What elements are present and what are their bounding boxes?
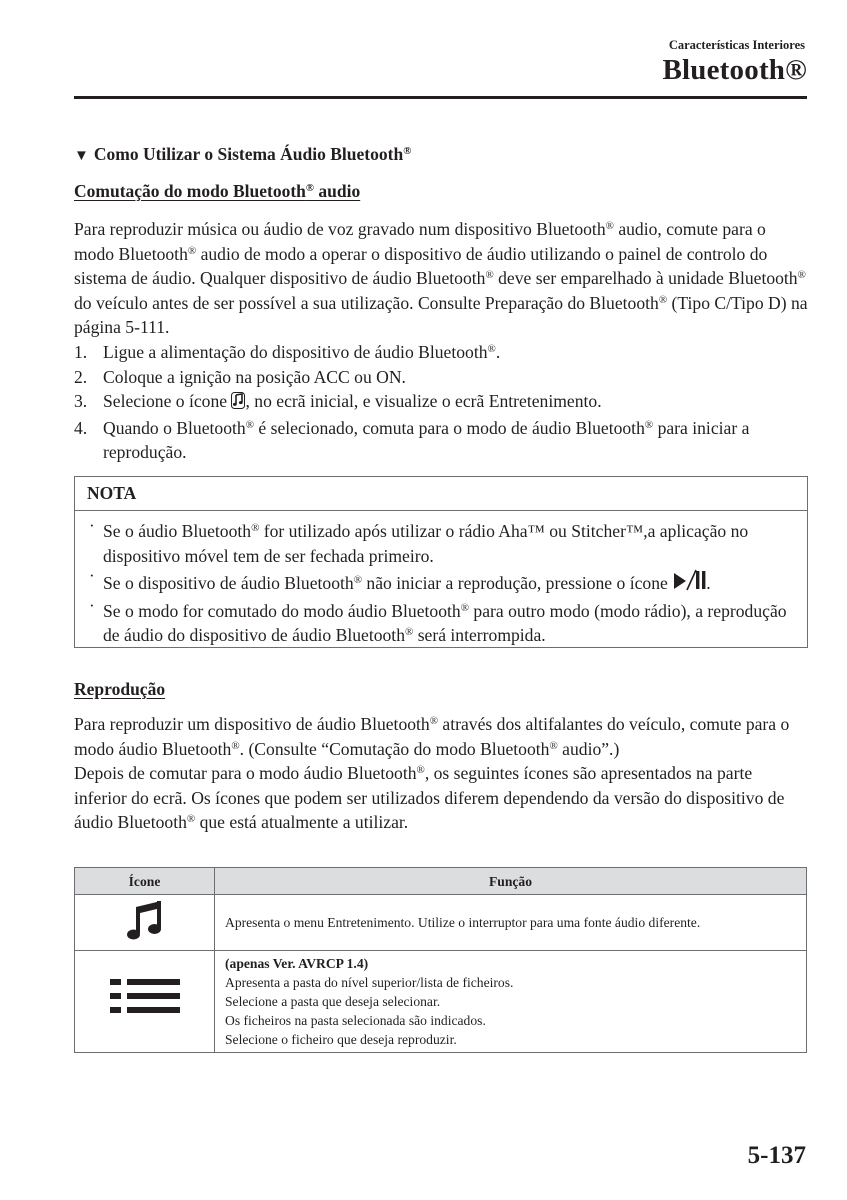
list-icon	[110, 977, 180, 1021]
function-text: Os ficheiros na pasta selecionada são indicados.	[225, 1013, 486, 1028]
registered-mark: ®	[186, 813, 196, 825]
step-text: Quando o Bluetooth	[103, 417, 246, 438]
step-text: , no ecrã inicial, e visualize o ecrã Entretenimento.	[245, 391, 602, 411]
step-text: é selecionado, comuta para o modo de áudio Bluetooth	[254, 417, 645, 438]
registered-mark: ®	[644, 418, 654, 431]
list-item	[74, 416, 808, 465]
note-text: Se o áudio Bluetooth	[103, 521, 252, 541]
function-text: Selecione a pasta que deseja selecionar.	[225, 994, 441, 1009]
registered-mark: ®	[231, 739, 240, 752]
intro-text-5: do veículo antes de ser possível a sua utilização. Consulte Preparação do Bluetooth	[74, 292, 659, 313]
header-section-label: Características Interiores	[668, 38, 805, 52]
bullet-dot: ·	[89, 516, 95, 535]
music-note-icon	[231, 391, 245, 416]
function-text: Apresenta a pasta do nível superior/lista de ficheiros.	[225, 975, 514, 990]
step-text: Ligue a alimentação do dispositivo de áudio Bluetooth	[103, 342, 488, 362]
table-icon-cell	[75, 895, 215, 951]
playback-paragraph	[74, 712, 808, 835]
intro-text-2: audio, comute para o modo Bluetooth	[74, 219, 766, 264]
section-heading	[74, 144, 808, 165]
switching-intro-paragraph	[74, 217, 808, 340]
note-text: para outro modo (modo rádio), a reprodução de áudio do dispositivo de áudio Bluetooth	[103, 600, 787, 645]
registered-mark: ®	[797, 269, 806, 281]
step-text: Selecione o ícone	[103, 391, 232, 411]
table-icon-cell	[75, 951, 215, 1053]
list-item	[87, 566, 795, 598]
column-header-function: Função	[215, 868, 807, 895]
intro-text-4: deve ser emparelhado à unidade Bluetooth	[493, 268, 798, 288]
page-number: 5-137	[747, 1142, 806, 1169]
step-text: Coloque a ignição na posição ACC ou ON.	[103, 366, 406, 387]
list-item	[74, 340, 808, 365]
registered-mark: ®	[658, 293, 668, 306]
registered-mark: ®	[487, 343, 496, 355]
note-text: será interrompida.	[413, 625, 546, 645]
note-text: for utilizado após utilizar o rádio Aha™ ou Stitcher™,a aplicação no dispositivo móvel tem de ser fechada primeiro.	[103, 521, 749, 566]
function-text: Selecione o ficheiro que deseja reproduzir.	[225, 1032, 457, 1047]
icon-function-table	[74, 867, 807, 1053]
registered-mark: ®	[460, 601, 469, 614]
step-number: 2.	[74, 366, 88, 387]
list-item	[74, 389, 808, 416]
bullet-dot: ·	[89, 595, 95, 615]
switching-title-text: Comutação do modo Bluetooth	[74, 181, 306, 201]
step-number: 4.	[74, 417, 88, 438]
registered-mark: ®	[187, 244, 197, 257]
registered-mark: ®	[485, 269, 494, 281]
header-divider	[74, 96, 807, 99]
playback-text: Para reproduzir um dispositivo de áudio Bluetooth	[74, 714, 430, 734]
step-text: para iniciar a reprodução.	[103, 417, 750, 462]
play-pause-icon	[672, 569, 706, 598]
note-text: Se o modo for comutado do modo áudio Bluetooth	[103, 600, 461, 621]
playback-text: . (Consulte “Comutação do modo Bluetooth	[239, 738, 550, 759]
intro-text-6: (Tipo C/Tipo D) na página 5-111.	[74, 292, 808, 337]
triangle-marker-icon: ▼	[74, 148, 89, 164]
table-header-row	[75, 868, 807, 895]
registered-mark: ®	[251, 522, 260, 534]
table-row	[75, 895, 807, 951]
function-version-note: (apenas Ver. AVRCP 1.4)	[225, 956, 369, 971]
section-heading-text: Como Utilizar o Sistema Áudio Bluetooth	[93, 144, 404, 164]
note-box	[74, 476, 808, 648]
note-text: .	[706, 573, 711, 593]
registered-mark: ®	[245, 418, 254, 431]
playback-text: Depois de comutar para o modo áudio Bluetooth	[74, 763, 417, 783]
table-row	[75, 951, 807, 1053]
step-number: 1.	[74, 342, 88, 362]
note-title: NOTA	[75, 477, 807, 511]
playback-subheading: Reprodução	[74, 679, 166, 699]
list-item	[87, 595, 795, 648]
list-item	[87, 516, 795, 568]
intro-text-3: audio de modo a operar o dispositivo de áudio utilizando o painel de controlo do sistema de áudio. Qualquer dispositivo de áudio Bluetooth	[74, 243, 768, 288]
registered-mark: ®	[353, 574, 362, 586]
registered-mark: ®	[305, 182, 314, 195]
registered-mark: ®	[405, 626, 414, 638]
intro-text-1: Para reproduzir música ou áudio de voz gravado num dispositivo Bluetooth	[74, 219, 606, 239]
table-function-cell	[215, 951, 807, 1053]
switching-title-suffix: audio	[314, 181, 361, 201]
registered-mark: ®	[429, 715, 439, 727]
bullet-dot: ·	[89, 566, 95, 585]
table-function-cell	[215, 895, 807, 951]
note-text: não iniciar a reprodução, pressione o ícone	[362, 573, 673, 593]
playback-text: que está atualmente a utilizar.	[195, 812, 409, 832]
steps-list	[74, 340, 808, 465]
playback-text: audio”.)	[557, 738, 620, 759]
registered-mark: ®	[403, 145, 412, 158]
switching-subheading	[74, 181, 808, 202]
playback-text: , os seguintes ícones são apresentados na parte inferior do ecrã. Os ícones que podem ser utilizados diferem dependendo da versão do dispositivo de áudio Bluetooth	[74, 763, 785, 832]
step-number: 3.	[74, 391, 88, 411]
step-text: .	[495, 342, 501, 362]
list-item	[74, 365, 808, 390]
note-text: Se o dispositivo de áudio Bluetooth	[103, 573, 354, 593]
registered-mark: ®	[605, 220, 614, 232]
music-note-icon	[123, 898, 167, 942]
column-header-icon: Ícone	[75, 868, 215, 895]
registered-mark: ®	[549, 739, 558, 752]
registered-mark: ®	[416, 764, 425, 776]
function-text: Apresenta o menu Entretenimento. Utilize o interruptor para uma fonte áudio diferente.	[225, 915, 701, 930]
page-title: Bluetooth®	[662, 54, 807, 86]
playback-text: através dos altifalantes do veículo, comute para o modo áudio Bluetooth	[74, 714, 790, 759]
note-list	[75, 511, 807, 648]
